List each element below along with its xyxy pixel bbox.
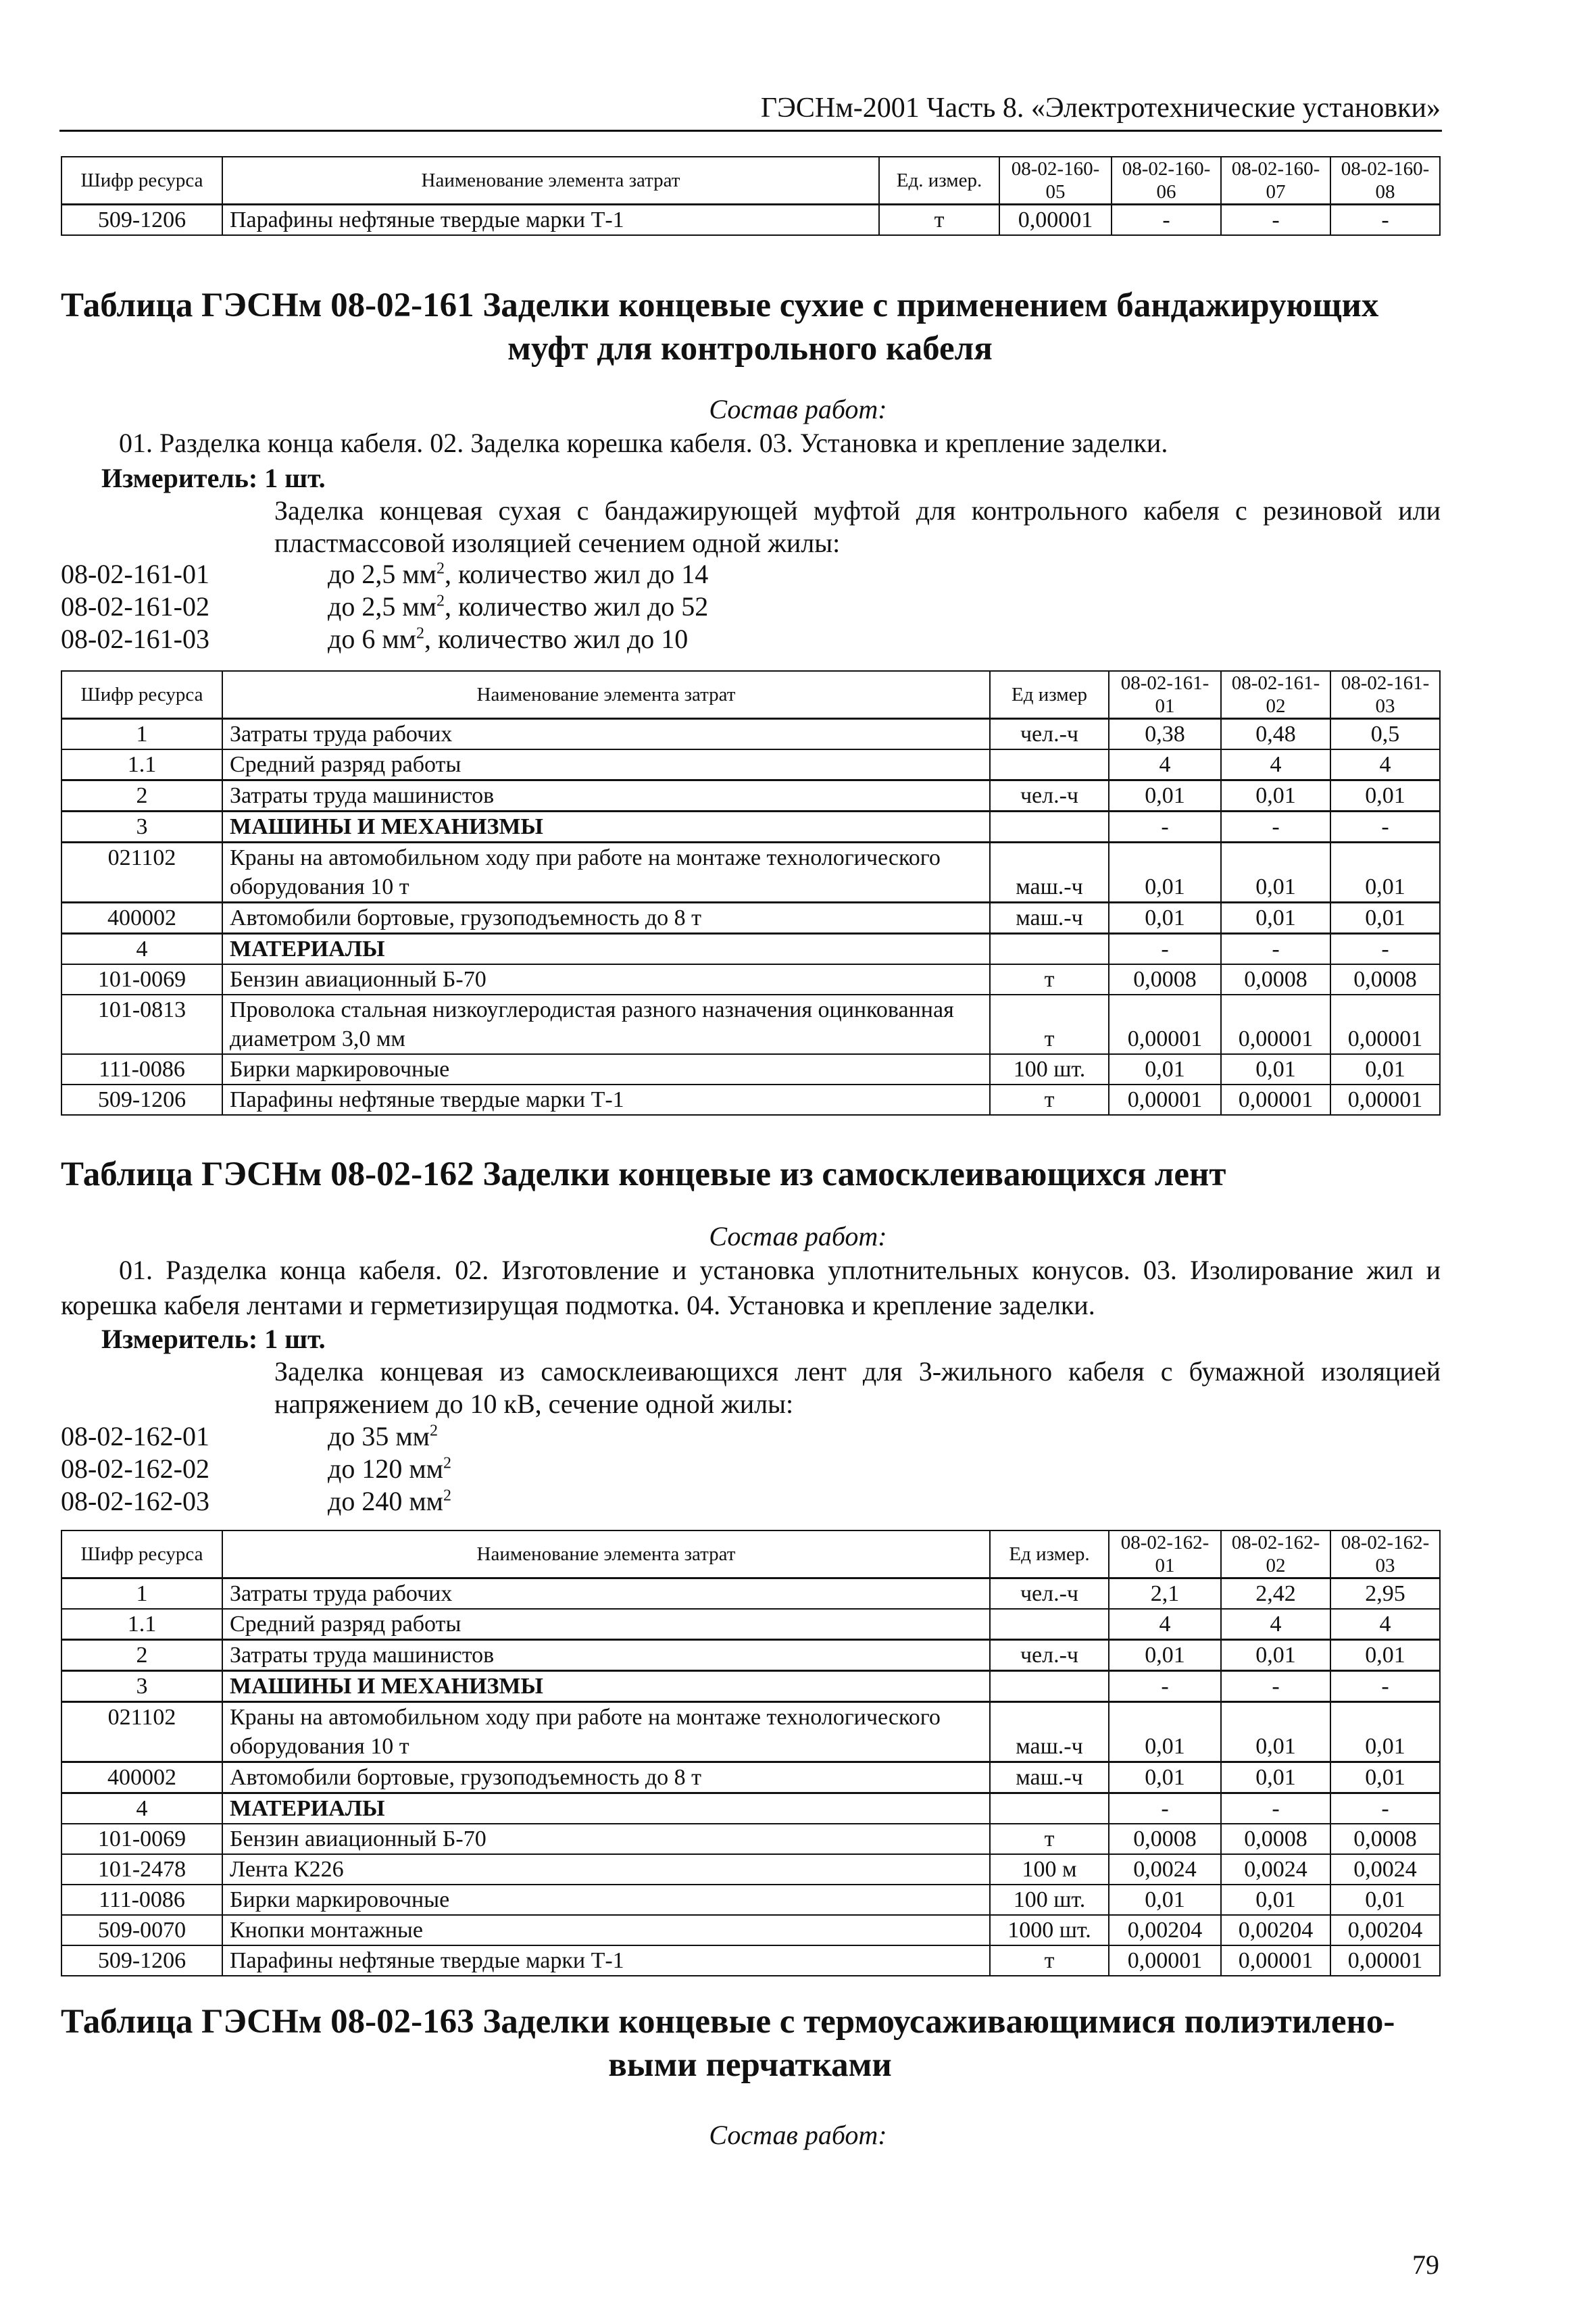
item-description: до 35 $мм^2$ — [328, 1421, 438, 1451]
value-cell: - — [1221, 934, 1330, 965]
unit-cell: чел.-ч — [990, 719, 1109, 750]
resource-code: 021102 — [61, 843, 222, 903]
value-cell: 0,01 — [1221, 780, 1330, 812]
resource-code: 101-2478 — [61, 1854, 222, 1885]
table-162-title — [61, 1153, 1439, 1196]
item-code: 08-02-161-02 — [61, 591, 209, 622]
value-cell: 0,0008 — [1221, 1824, 1330, 1854]
value-cell: 0,01 — [1221, 1702, 1330, 1762]
item-description: до 120 $мм^2$ — [328, 1453, 451, 1484]
resource-code: 1.1 — [61, 749, 222, 780]
resource-code: 509-1206 — [61, 1945, 222, 1976]
table-162-title-line1: Таблица ГЭСНм 08-02-162 Заделки концевые из самосклеивающихся лент — [61, 1155, 1226, 1193]
value-cell: 4 — [1330, 749, 1440, 780]
table-row — [61, 749, 1440, 780]
resource-code: 101-0069 — [61, 964, 222, 995]
item-description: до 6 $мм^2$, количество жил до 10 — [328, 624, 689, 654]
resource-code: 101-0069 — [61, 1824, 222, 1854]
unit-cell: т — [990, 964, 1109, 995]
value-cell: 4 — [1109, 1609, 1221, 1640]
resource-code: 4 — [61, 1793, 222, 1824]
table-row — [61, 1854, 1440, 1885]
cost-element-name: Парафины нефтяные твердые марки Т-1 — [222, 1085, 990, 1115]
value-cell: 0,48 — [1221, 719, 1330, 750]
value-cell: 2,42 — [1221, 1578, 1330, 1610]
resource-code: 1.1 — [61, 1609, 222, 1640]
table-161 — [61, 670, 1441, 1116]
value-cell: 0,01 — [1330, 843, 1440, 903]
cost-element-name: МАТЕРИАЛЫ — [222, 934, 990, 965]
table-row — [61, 1578, 1440, 1610]
resource-code: 509-0070 — [61, 1915, 222, 1945]
cost-element-name: Средний разряд работы — [222, 1609, 990, 1640]
table-row — [61, 995, 1440, 1054]
resource-code: 509-1206 — [61, 205, 222, 236]
table-162-sostav: Состав работ: — [709, 1221, 887, 1251]
value-cell: 0,0008 — [1109, 1824, 1221, 1854]
table-row — [61, 843, 1440, 903]
value-cell: 0,01 — [1330, 1762, 1440, 1793]
cost-element-name: МАТЕРИАЛЫ — [222, 1793, 990, 1824]
value-cell: 0,5 — [1330, 719, 1440, 750]
table-row — [61, 1915, 1440, 1945]
value-cell: 0,00001 — [999, 205, 1112, 236]
table-row — [61, 934, 1440, 965]
value-cell: 0,00001 — [1109, 1945, 1221, 1976]
value-cell: 0,38 — [1109, 719, 1221, 750]
unit-cell: маш.-ч — [990, 1702, 1109, 1762]
value-cell: 4 — [1221, 1609, 1330, 1640]
unit-cell: т — [879, 205, 999, 236]
header-cell: Наименование элемента затрат — [222, 671, 990, 719]
table-162-works: 01. Разделка конца кабеля. 02. Изготовление и установка уплотнительных конусов. 03. Изолирование жил и корешка кабеля лентами и герметизирущая подмотка. 04. Установка и крепление заделки. — [61, 1255, 1441, 1320]
table-row — [61, 1609, 1440, 1640]
header-cell: 08-02-162-02 — [1221, 1530, 1330, 1578]
table-row — [61, 1085, 1440, 1115]
value-cell: - — [1109, 1793, 1221, 1824]
value-cell: 4 — [1330, 1609, 1440, 1640]
cost-element-name: Парафины нефтяные твердые марки Т-1 — [222, 1945, 990, 1976]
value-cell: 0,01 — [1109, 1640, 1221, 1671]
table-161-measure: Измеритель: 1 шт. — [101, 463, 326, 493]
value-cell: - — [1109, 934, 1221, 965]
header-cell: Шифр ресурса — [61, 671, 222, 719]
header-cell: Шифр ресурса — [61, 157, 222, 205]
value-cell: 0,01 — [1109, 903, 1221, 934]
unit-cell — [990, 1793, 1109, 1824]
value-cell: 0,01 — [1221, 1640, 1330, 1671]
value-cell: 0,01 — [1221, 1054, 1330, 1085]
header-cell: 08-02-161-01 — [1109, 671, 1221, 719]
value-cell: - — [1109, 1671, 1221, 1702]
table-163-sostav: Состав работ: — [709, 2120, 887, 2150]
unit-cell: 100 м — [990, 1854, 1109, 1885]
value-cell: 0,01 — [1221, 1885, 1330, 1915]
cost-element-name: Автомобили бортовые, грузоподъемность до 8 т — [222, 1762, 990, 1793]
table-row — [61, 1945, 1440, 1976]
value-cell: 0,00001 — [1109, 1085, 1221, 1115]
header-cell: 08-02-160-05 — [999, 157, 1112, 205]
unit-cell: чел.-ч — [990, 1640, 1109, 1671]
unit-cell: маш.-ч — [990, 843, 1109, 903]
table-row — [61, 812, 1440, 843]
header-cell: 08-02-161-02 — [1221, 671, 1330, 719]
table-row — [61, 1054, 1440, 1085]
value-cell: 0,00001 — [1221, 1085, 1330, 1115]
table-162 — [61, 1530, 1441, 1976]
header-cell: 08-02-160-06 — [1112, 157, 1221, 205]
unit-cell: чел.-ч — [990, 1578, 1109, 1610]
table-163-title — [61, 2000, 1439, 2087]
unit-cell: т — [990, 1085, 1109, 1115]
value-cell: 0,00204 — [1221, 1915, 1330, 1945]
resource-code: 021102 — [61, 1702, 222, 1762]
value-cell: 0,01 — [1109, 1054, 1221, 1085]
resource-code: 4 — [61, 934, 222, 965]
resource-code: 509-1206 — [61, 1085, 222, 1115]
table-row — [61, 1824, 1440, 1854]
item-code: 08-02-161-03 — [61, 624, 209, 654]
header-cell: 08-02-160-07 — [1221, 157, 1330, 205]
cost-element-name: Краны на автомобильном ходу при работе на монтаже технологического оборудования 10 т — [222, 1702, 990, 1762]
table-161-title-line2: муфт для контрольного кабеля — [507, 330, 993, 368]
value-cell: 0,01 — [1330, 1702, 1440, 1762]
resource-code: 2 — [61, 1640, 222, 1671]
table-161-title — [61, 284, 1439, 370]
value-cell: 0,01 — [1330, 780, 1440, 812]
value-cell: 0,00001 — [1330, 1085, 1440, 1115]
value-cell: - — [1221, 1671, 1330, 1702]
table-row — [61, 1762, 1440, 1793]
cost-element-name: Затраты труда рабочих — [222, 719, 990, 750]
table-161-works: 01. Разделка конца кабеля. 02. Заделка корешка кабеля. 03. Установка и крепление заделки. — [119, 428, 1168, 458]
value-cell: - — [1330, 1671, 1440, 1702]
item-description: до 2,5 $мм^2$, количество жил до 14 — [328, 559, 709, 589]
value-cell: 0,0008 — [1109, 964, 1221, 995]
value-cell: 0,0024 — [1221, 1854, 1330, 1885]
header-cell: 08-02-160-08 — [1330, 157, 1440, 205]
table-row — [61, 1793, 1440, 1824]
unit-cell — [990, 1609, 1109, 1640]
value-cell: - — [1221, 205, 1330, 236]
unit-cell: маш.-ч — [990, 903, 1109, 934]
header-cell: 08-02-162-03 — [1330, 1530, 1440, 1578]
header-cell: 08-02-162-01 — [1109, 1530, 1221, 1578]
value-cell: - — [1109, 812, 1221, 843]
value-cell: 0,01 — [1109, 780, 1221, 812]
value-cell: 0,0008 — [1330, 964, 1440, 995]
value-cell: - — [1330, 934, 1440, 965]
value-cell: 0,01 — [1109, 1702, 1221, 1762]
resource-code: 1 — [61, 1578, 222, 1610]
unit-cell: чел.-ч — [990, 780, 1109, 812]
unit-cell: маш.-ч — [990, 1762, 1109, 1793]
cost-element-name: Затраты труда рабочих — [222, 1578, 990, 1610]
unit-cell: т — [990, 995, 1109, 1054]
value-cell: 0,01 — [1330, 1054, 1440, 1085]
cost-element-name: Затраты труда машинистов — [222, 1640, 990, 1671]
value-cell: - — [1221, 1793, 1330, 1824]
value-cell: - — [1330, 812, 1440, 843]
cost-element-name: Краны на автомобильном ходу при работе на монтаже технологического оборудования 10 т — [222, 843, 990, 903]
value-cell: 2,95 — [1330, 1578, 1440, 1610]
unit-cell: 100 шт. — [990, 1885, 1109, 1915]
continuation-table — [61, 156, 1441, 236]
resource-code: 101-0813 — [61, 995, 222, 1054]
value-cell: - — [1330, 1793, 1440, 1824]
cost-element-name: Парафины нефтяные твердые марки Т-1 — [222, 205, 879, 236]
value-cell: 0,01 — [1330, 1640, 1440, 1671]
table-row — [61, 205, 1440, 236]
cost-element-name: Автомобили бортовые, грузоподъемность до 8 т — [222, 903, 990, 934]
page-number: 79 — [1412, 2249, 1439, 2280]
unit-cell — [990, 934, 1109, 965]
table-162-intro: Заделка концевая из самосклеивающихся лент для 3-жильного кабеля с бумажной изоляцией напряжением до 10 кВ, сечение одной жилы: — [274, 1356, 1441, 1419]
table-161-sostav: Состав работ: — [709, 394, 887, 424]
item-description: до 240 $мм^2$ — [328, 1486, 451, 1516]
unit-cell: 1000 шт. — [990, 1915, 1109, 1945]
table-row — [61, 903, 1440, 934]
value-cell: 0,01 — [1330, 903, 1440, 934]
table-161-intro: Заделка концевая сухая с бандажирующей муфтой для контрольного кабеля с резиновой или пластмассовой изоляцией сечением одной жилы: — [274, 495, 1441, 558]
item-code: 08-02-162-01 — [61, 1421, 209, 1451]
resource-code: 3 — [61, 1671, 222, 1702]
header-cell: Шифр ресурса — [61, 1530, 222, 1578]
item-code: 08-02-161-01 — [61, 559, 209, 589]
value-cell: - — [1112, 205, 1221, 236]
value-cell: 2,1 — [1109, 1578, 1221, 1610]
item-code: 08-02-162-03 — [61, 1486, 209, 1516]
cost-element-name: Бензин авиационный Б-70 — [222, 964, 990, 995]
resource-code: 2 — [61, 780, 222, 812]
value-cell: 0,00001 — [1109, 995, 1221, 1054]
resource-code: 1 — [61, 719, 222, 750]
cost-element-name: МАШИНЫ И МЕХАНИЗМЫ — [222, 812, 990, 843]
unit-cell: 100 шт. — [990, 1054, 1109, 1085]
table-row — [61, 1640, 1440, 1671]
cost-element-name: Бензин авиационный Б-70 — [222, 1824, 990, 1854]
value-cell: 0,0024 — [1109, 1854, 1221, 1885]
cost-element-name: Бирки маркировочные — [222, 1054, 990, 1085]
value-cell: 0,00204 — [1109, 1915, 1221, 1945]
resource-code: 3 — [61, 812, 222, 843]
value-cell: - — [1221, 812, 1330, 843]
table-row — [61, 780, 1440, 812]
table-161-title-line1: Таблица ГЭСНм 08-02-161 Заделки концевые сухие с применением бандажирующих — [61, 287, 1379, 324]
value-cell: 0,01 — [1109, 1885, 1221, 1915]
value-cell: 0,01 — [1221, 1762, 1330, 1793]
value-cell: 0,00001 — [1221, 995, 1330, 1054]
unit-cell: т — [990, 1945, 1109, 1976]
unit-cell: т — [990, 1824, 1109, 1854]
table-163-title-line2: выми перчатками — [608, 2046, 892, 2084]
cost-element-name: Лента К226 — [222, 1854, 990, 1885]
value-cell: 0,00001 — [1330, 1945, 1440, 1976]
unit-cell — [990, 1671, 1109, 1702]
table-163-title-line1: Таблица ГЭСНм 08-02-163 Заделки концевые с термоусаживающимися полиэтилено- — [61, 2003, 1395, 2041]
header-rule — [59, 130, 1442, 132]
value-cell: 0,01 — [1109, 843, 1221, 903]
table-row — [61, 1702, 1440, 1762]
value-cell: 0,00204 — [1330, 1915, 1440, 1945]
header-cell: 08-02-161-03 — [1330, 671, 1440, 719]
header-cell: Наименование элемента затрат — [222, 1530, 990, 1578]
value-cell: 0,0008 — [1330, 1824, 1440, 1854]
unit-cell — [990, 812, 1109, 843]
resource-code: 111-0086 — [61, 1885, 222, 1915]
item-code: 08-02-162-02 — [61, 1453, 209, 1484]
header-cell: Ед измер. — [990, 1530, 1109, 1578]
value-cell: 0,00001 — [1221, 1945, 1330, 1976]
resource-code: 400002 — [61, 903, 222, 934]
cost-element-name: Средний разряд работы — [222, 749, 990, 780]
cost-element-name: МАШИНЫ И МЕХАНИЗМЫ — [222, 1671, 990, 1702]
value-cell: 0,00001 — [1330, 995, 1440, 1054]
item-description: до 2,5 $мм^2$, количество жил до 52 — [328, 591, 709, 622]
resource-code: 400002 — [61, 1762, 222, 1793]
table-row — [61, 1885, 1440, 1915]
value-cell: 4 — [1221, 749, 1330, 780]
cost-element-name: Проволока стальная низкоуглеродистая разного назначения оцинкованная диаметром 3,0 мм — [222, 995, 990, 1054]
cost-element-name: Кнопки монтажные — [222, 1915, 990, 1945]
value-cell: 0,01 — [1221, 843, 1330, 903]
header-cell: Ед измер — [990, 671, 1109, 719]
table-162-measure: Измеритель: 1 шт. — [101, 1324, 326, 1354]
unit-cell — [990, 749, 1109, 780]
value-cell: 0,01 — [1330, 1885, 1440, 1915]
table-row — [61, 964, 1440, 995]
value-cell: 0,01 — [1109, 1762, 1221, 1793]
resource-code: 111-0086 — [61, 1054, 222, 1085]
cost-element-name: Бирки маркировочные — [222, 1885, 990, 1915]
cost-element-name: Затраты труда машинистов — [222, 780, 990, 812]
value-cell: 0,0008 — [1221, 964, 1330, 995]
value-cell: - — [1330, 205, 1440, 236]
header-cell: Наименование элемента затрат — [222, 157, 879, 205]
table-row — [61, 719, 1440, 750]
value-cell: 4 — [1109, 749, 1221, 780]
header-cell: Ед. измер. — [879, 157, 999, 205]
running-header: ГЭСНм-2001 Часть 8. «Электротехнические установки» — [760, 93, 1441, 124]
table-row — [61, 1671, 1440, 1702]
value-cell: 0,0024 — [1330, 1854, 1440, 1885]
value-cell: 0,01 — [1221, 903, 1330, 934]
